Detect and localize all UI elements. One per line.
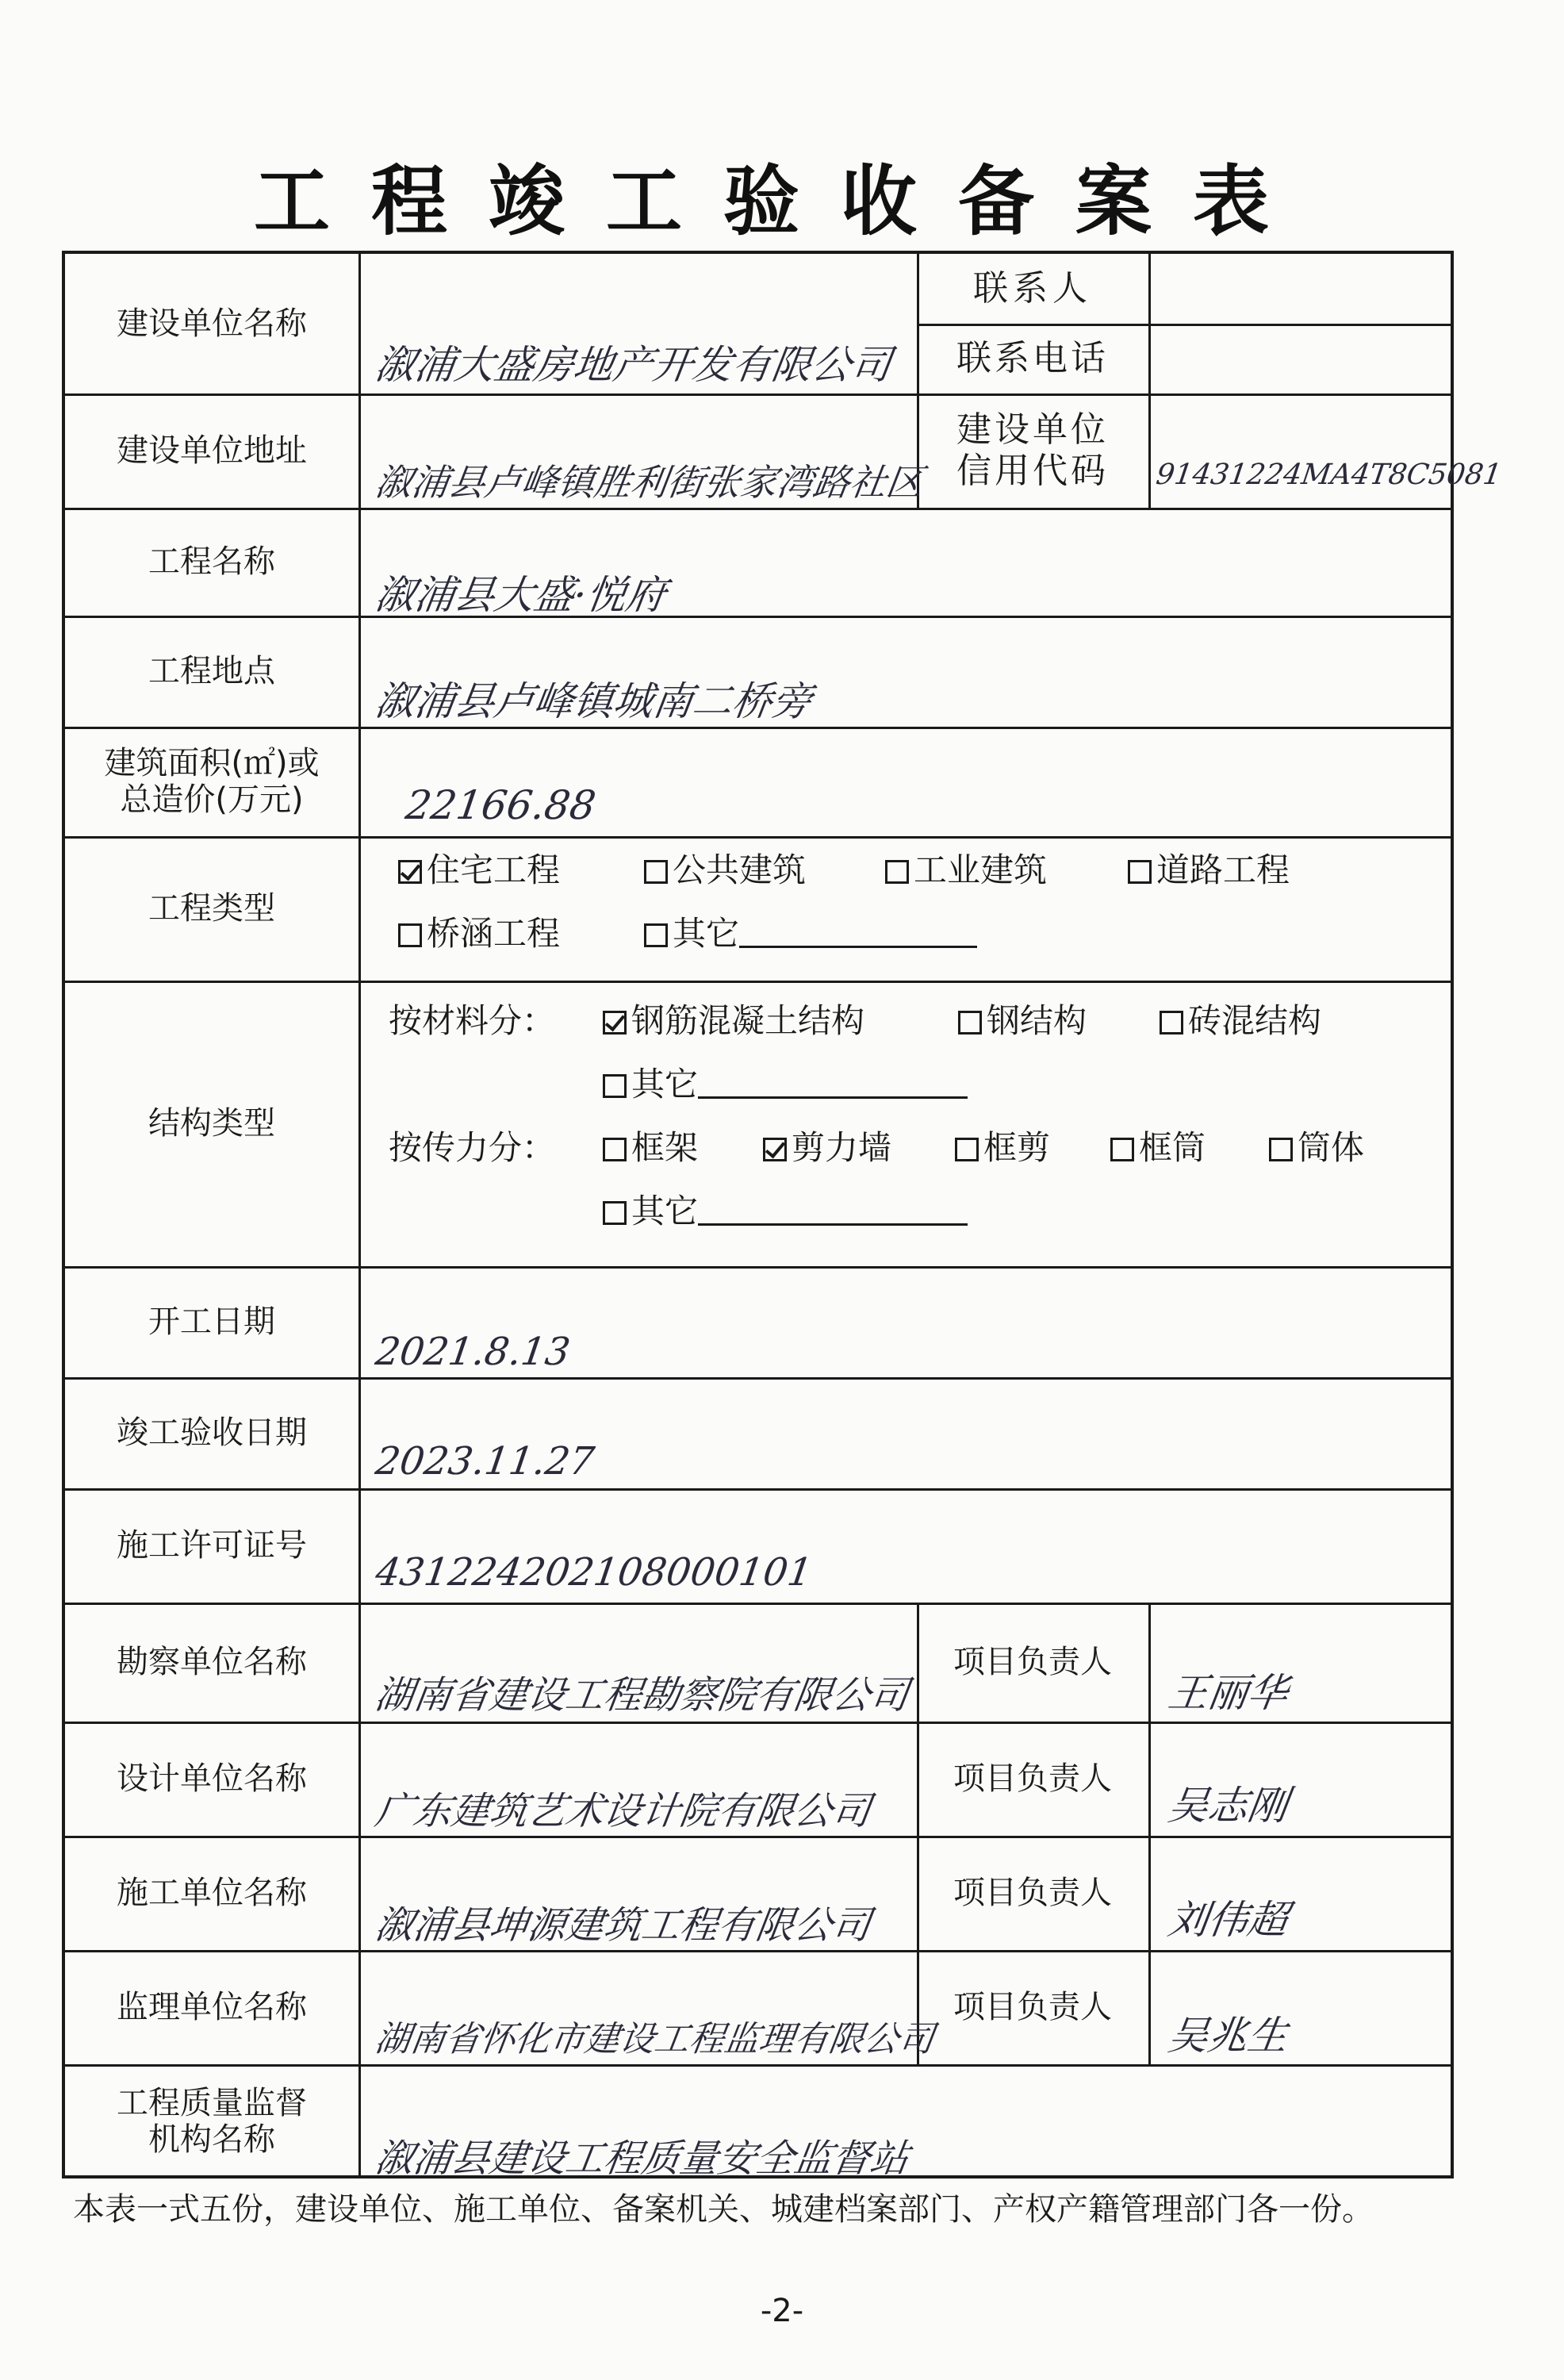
construction-manager-value: 刘伟超 <box>1165 1897 1291 1943</box>
credit-code-label: 建设单位 信用代码 <box>956 409 1109 491</box>
force-tube[interactable]: 筒体 <box>1269 1128 1364 1168</box>
footer-note: 本表一式五份，建设单位、施工单位、备案机关、城建档案部门、产权产籍管理部门各一份。 <box>73 2191 1374 2228</box>
checkbox-icon <box>603 1138 627 1161</box>
design-unit-value: 广东建筑艺术设计院有限公司 <box>372 1789 874 1833</box>
checkbox-icon <box>644 860 668 884</box>
project-type-residential[interactable]: 住宅工程 <box>398 850 560 890</box>
page-title: 工程竣工验收备案表 <box>254 156 1310 246</box>
other-blank-line <box>698 1192 968 1226</box>
quality-supervision-label: 工程质量监督 机构名称 <box>117 2085 307 2158</box>
supervision-manager-value: 吴兆生 <box>1165 2013 1291 2059</box>
checkbox-icon <box>1110 1138 1134 1161</box>
construction-unit-value: 溆浦县坤源建筑工程有限公司 <box>372 1903 874 1948</box>
checkbox-icon <box>398 923 422 947</box>
project-type-public[interactable]: 公共建筑 <box>644 850 806 890</box>
checkbox-icon <box>644 923 668 947</box>
design-unit-label: 设计单位名称 <box>117 1760 307 1797</box>
manager-value-divider <box>1148 1603 1151 2064</box>
contact-value-divider <box>1148 254 1151 508</box>
checkbox-icon <box>603 1201 627 1225</box>
material-steel[interactable]: 钢结构 <box>958 1001 1087 1041</box>
start-date-label: 开工日期 <box>148 1303 275 1340</box>
project-location-value: 溆浦县卢峰镇城南二桥旁 <box>372 678 815 724</box>
design-manager-value: 吴志刚 <box>1165 1783 1291 1829</box>
project-type-other[interactable]: 其它 <box>644 914 977 954</box>
acceptance-date-label: 竣工验收日期 <box>117 1415 307 1451</box>
force-frame[interactable]: 框架 <box>603 1128 698 1168</box>
permit-number-value: 431224202108000101 <box>373 1550 815 1595</box>
survey-unit-label: 勘察单位名称 <box>117 1644 307 1680</box>
construction-unit-label: 施工单位名称 <box>117 1875 307 1911</box>
material-brick-concrete[interactable]: 砖混结构 <box>1160 1001 1321 1041</box>
page-number: -2- <box>760 2293 804 2329</box>
building-area-label: 建筑面积(㎡)或 总造价(万元) <box>104 745 320 818</box>
checkbox-icon <box>603 1074 627 1098</box>
builder-name-value: 溆浦大盛房地产开发有限公司 <box>372 342 895 388</box>
builder-address-value: 溆浦县卢峰镇胜利街张家湾路社区 <box>372 461 926 504</box>
builder-address-label: 建设单位地址 <box>117 432 307 469</box>
checkbox-icon <box>955 1138 979 1161</box>
force-frame-shear[interactable]: 框剪 <box>955 1128 1050 1168</box>
project-location-label: 工程地点 <box>148 653 275 689</box>
filing-form-table <box>62 251 1504 2181</box>
checkbox-icon <box>1128 860 1152 884</box>
checked-box-icon <box>398 860 422 884</box>
force-shear-wall[interactable]: 剪力墙 <box>763 1128 891 1168</box>
project-type-bridge[interactable]: 桥涵工程 <box>398 914 560 954</box>
permit-number-label: 施工许可证号 <box>117 1527 307 1564</box>
acceptance-date-value: 2023.11.27 <box>373 1439 597 1484</box>
other-blank-line <box>698 1065 968 1099</box>
material-prefix: 按材料分： <box>389 1001 556 1040</box>
construction-manager-label: 项目负责人 <box>953 1875 1112 1911</box>
checkbox-icon <box>885 860 909 884</box>
structure-type-label: 结构类型 <box>148 1105 275 1142</box>
project-name-value: 溆浦县大盛·悦府 <box>372 572 669 618</box>
survey-manager-label: 项目负责人 <box>953 1644 1112 1680</box>
project-type-label: 工程类型 <box>148 890 275 927</box>
design-manager-label: 项目负责人 <box>953 1760 1112 1797</box>
force-other[interactable]: 其它 <box>603 1192 968 1231</box>
project-name-label: 工程名称 <box>148 543 275 580</box>
start-date-value: 2021.8.13 <box>373 1330 573 1374</box>
quality-supervision-value: 溆浦县建设工程质量安全监督站 <box>372 2136 912 2181</box>
contact-person-label: 联系人 <box>973 268 1092 309</box>
other-blank-line <box>739 914 977 948</box>
checkbox-icon <box>1160 1011 1183 1035</box>
material-other[interactable]: 其它 <box>603 1065 968 1104</box>
supervision-manager-label: 项目负责人 <box>953 1989 1112 2025</box>
checked-box-icon <box>763 1138 787 1161</box>
supervision-unit-label: 监理单位名称 <box>117 1989 307 2025</box>
checkbox-icon <box>1269 1138 1293 1161</box>
force-frame-tube[interactable]: 框筒 <box>1110 1128 1206 1168</box>
survey-unit-value: 湖南省建设工程勘察院有限公司 <box>372 1673 912 1718</box>
survey-manager-value: 王丽华 <box>1165 1670 1291 1716</box>
contact-phone-label: 联系电话 <box>956 338 1109 378</box>
builder-name-label: 建设单位名称 <box>117 305 307 342</box>
checkbox-icon <box>958 1011 982 1035</box>
material-reinforced-concrete[interactable]: 钢筋混凝土结构 <box>603 1001 864 1041</box>
supervision-unit-value: 湖南省怀化市建设工程监理有限公司 <box>372 2019 937 2059</box>
project-type-industrial[interactable]: 工业建筑 <box>885 850 1047 890</box>
force-prefix: 按传力分： <box>389 1128 556 1167</box>
building-area-value: 22166.88 <box>402 782 599 828</box>
label-column-divider <box>358 254 361 2178</box>
project-type-road[interactable]: 道路工程 <box>1128 850 1290 890</box>
credit-code-value: 91431224MA4T8C5081 <box>1154 459 1504 491</box>
checked-box-icon <box>603 1011 627 1035</box>
